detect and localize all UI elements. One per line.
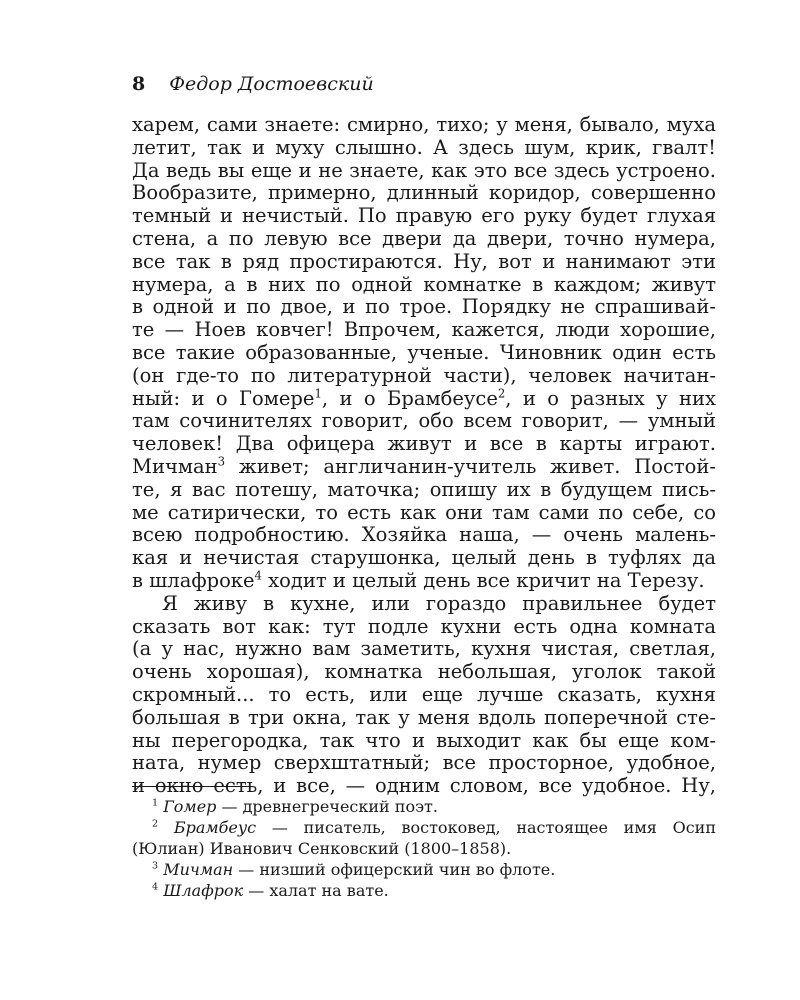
footnote-mark[interactable]: 4 (254, 568, 262, 583)
text-line: (он где-то по литературной части), человек начитан- (132, 363, 716, 387)
footnote-text: — писатель, востоковед, настоящее имя Осип (256, 818, 716, 837)
footnote-mark[interactable]: 1 (314, 386, 322, 401)
text-line: стена, а по левую все двери да двери, точно нумера, (132, 226, 716, 250)
footnotes (132, 796, 716, 901)
text-line: (а у нас, нужно вам заметить, кухня чистая, светлая, (132, 637, 716, 661)
text-line: нумера, а в них по одной комнатке в каждом; живут (132, 272, 716, 296)
text-line: очень хорошая), комнатка небольшая, уголок такой (132, 660, 716, 684)
text-line: большая в три окна, так у меня вдоль поперечной сте- (132, 705, 716, 729)
text-segment: ный: и о Гомере (132, 386, 315, 410)
footnote-number: 2 (152, 818, 159, 830)
footnote-term: Брамбеус (173, 818, 257, 837)
footnote-text: — низший офицерский чин во флоте. (233, 860, 556, 879)
text-line: кая и нечистая старушонка, целый день в туфлях да (132, 546, 716, 570)
text-line: те — Ноев ковчег! Впрочем, кажется, люди хорошие, (132, 318, 716, 342)
footnote-1 (132, 796, 716, 817)
text-line: и окно есть, и все, — одним словом, все удобное. Ну, (132, 774, 716, 798)
footnote-number: 3 (152, 860, 159, 872)
text-line: все такие образованные, ученые. Чиновник один есть (132, 340, 716, 364)
text-line: Вообразите, примерно, длинный коридор, совершенно (132, 181, 716, 205)
text-line: ме сатирически, то есть как они там сами по себе, со (132, 500, 716, 524)
text-line: харем, сами знаете: смирно, тихо; у меня, бывало, муха (132, 113, 716, 136)
footnote-text: — халат на вате. (243, 881, 389, 900)
footnote-2-continuation: (Юлиан) Иванович Сенковский (1800–1858). (132, 839, 512, 858)
footnote-2 (132, 817, 716, 838)
main-text (132, 114, 716, 798)
text-line: сказать вот как: тут подле кухни есть одна комната (132, 614, 716, 638)
text-line: в одной и по двое, и по трое. Порядку не спрашивай- (132, 295, 716, 319)
running-head-author: Федор Достоевский (169, 73, 374, 95)
footnote-term: Мичман (163, 860, 234, 879)
text-line (132, 570, 716, 593)
text-segment: живет; англичанин-учитель живет. Постой- (225, 454, 716, 478)
text-segment: Мичман (132, 454, 218, 478)
paragraph-first-line: Я живу в кухне, или гораздо правильнее будет (162, 591, 716, 615)
text-line: там сочинителях говорит, обо всем говорит, — умный (132, 409, 716, 433)
footnote-term: Гомер (163, 797, 217, 816)
text-line (132, 388, 716, 411)
text-line: человек! Два офицера живут и все в карты играют. (132, 432, 716, 456)
text-line: темный и нечистый. По правую его руку будет глухая (132, 204, 716, 228)
footnote-text: — древнегреческий поэт. (216, 797, 438, 816)
text-line: ны перегородка, так что и выходит как бы еще ком- (132, 728, 716, 752)
footnote-number: 1 (152, 797, 159, 809)
text-line: все так в ряд простираются. Ну, вот и нанимают эти (132, 249, 716, 273)
text-line: скромный... то есть, или еще лучше сказать, кухня (132, 682, 716, 706)
page-number: 8 (132, 73, 146, 95)
footnote-mark[interactable]: 3 (217, 454, 226, 469)
text-line: всею подробностию. Хозяйка наша, — очень малень- (132, 523, 716, 547)
footnote-3 (132, 859, 716, 880)
text-segment: , и о разных у них (505, 386, 716, 410)
footnote-4 (132, 880, 716, 901)
text-segment: в шлафроке (132, 568, 255, 592)
text-line (132, 456, 716, 479)
footnote-mark[interactable]: 2 (497, 386, 506, 401)
footnote-divider (132, 786, 250, 787)
running-head (132, 72, 374, 96)
text-segment: ходит и целый день все кричит на Терезу. (261, 568, 705, 592)
text-line: Да ведь вы еще и не знаете, как это все здесь устроено. (132, 158, 716, 182)
text-segment: , и о Брамбеусе (321, 386, 498, 410)
footnote-term: Шлафрок (163, 881, 244, 900)
footnote-number: 4 (152, 881, 159, 893)
text-line: ната, нумер сверхштатный; все просторное, удобное, (132, 751, 716, 775)
text-line: те, я вас потешу, маточка; опишу их в будущем пись- (132, 477, 716, 501)
text-line: летит, так и муху слышно. А здесь шум, крик, гвалт! (132, 135, 716, 159)
